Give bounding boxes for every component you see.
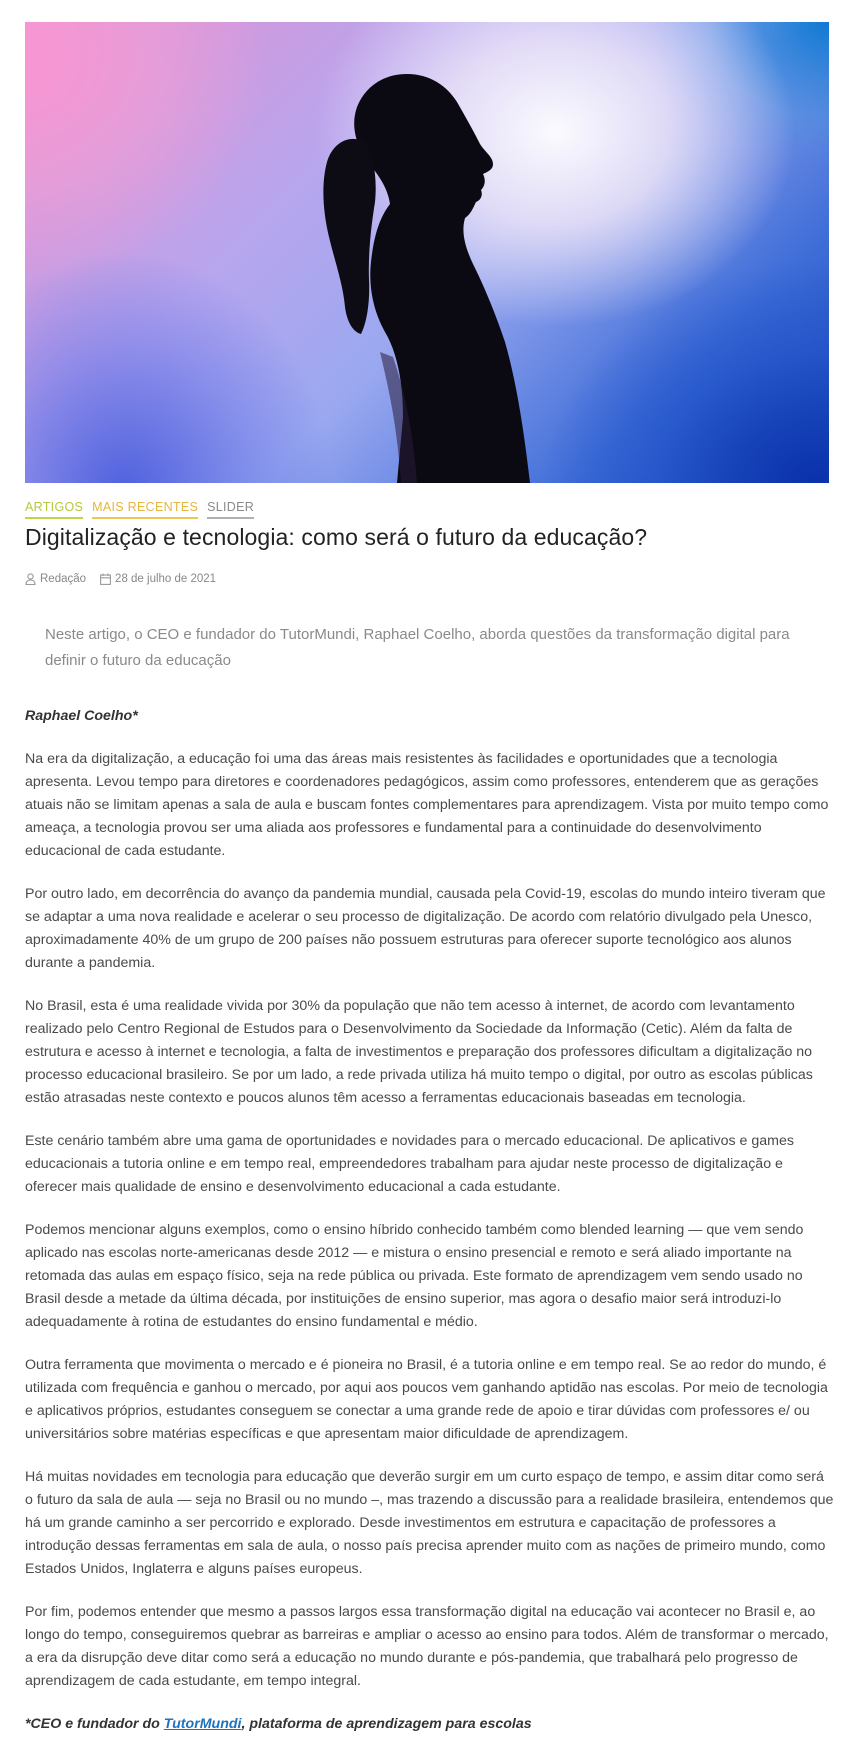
article-paragraph: Outra ferramenta que movimenta o mercado e é pioneira no Brasil, é a tutoria online e em tempo real. Se ao redor do mundo, é utilizada com frequência e ganhou o mercado, por aqui aos poucos vem ganhando aptidão nas escolas. Por meio de tecnologia e aplicativos próprios, estudantes conseguem se conectar a uma grande rede de apoio e tirar dúvidas com professores e/ ou universitários sobre matérias específicas e que apresentam maior dificuldade de aprendizagem. — [25, 1357, 828, 1442]
publish-date: 28 de julho de 2021 — [115, 573, 217, 585]
hero-image — [25, 22, 829, 483]
article-meta — [25, 573, 230, 585]
article-paragraph: Este cenário também abre uma gama de oportunidades e novidades para o mercado educacional. De aplicativos e games educacionais a tutoria online e em tempo real, empreendedores trabalham para ajudar neste processo de digitalização e oferecer mais qualidade de ensino e desenvolvimento educacional a cada estudante. — [25, 1133, 794, 1195]
date-meta — [100, 573, 216, 585]
article-paragraph: Podemos mencionar alguns exemplos, como o ensino híbrido conhecido também como blended learning — que vem sendo aplicado nas escolas norte-americanas desde 2012 — e mistura o ensino presencial e remoto e será aliado importante na retomada das aulas em espaço físico, seja na rede pública ou privada. Este formato de aprendizagem vem sendo usado no Brasil desde a metade da última década, por instituições de ensino superior, mas agora o desafio maior será introduzi-lo adequadamente à rotina de estudantes do ensino fundamental e médio. — [25, 1222, 804, 1330]
tutormundi-link[interactable]: TutorMundi — [163, 1716, 242, 1732]
calendar-icon — [100, 573, 111, 585]
footnote-prefix: *CEO e fundador do — [25, 1716, 164, 1732]
article-paragraph: Por outro lado, em decorrência do avanço da pandemia mundial, causada pela Covid-19, escolas do mundo inteiro tiveram que se adaptar a uma nova realidade e acelerar o seu processo de digitalização. De acordo com relatório divulgado pela Unesco, aproximadamente 40% de um grupo de 200 países não possuem estruturas para oferecer suporte tecnológico aos alunos durante a pandemia. — [25, 886, 826, 971]
category-tag-artigos[interactable]: ARTIGOS — [25, 500, 83, 519]
article-body — [25, 705, 835, 1756]
author-meta — [25, 573, 86, 585]
category-tag-slider[interactable]: SLIDER — [207, 500, 254, 519]
silhouette-illustration — [25, 22, 829, 483]
category-tag-mais-recentes[interactable]: MAIS RECENTES — [92, 500, 198, 519]
article-title: Digitalização e tecnologia: como será o futuro da educação? — [25, 524, 648, 550]
article-paragraph: Na era da digitalização, a educação foi uma das áreas mais resistentes às facilidades e oportunidades que a tecnologia apresenta. Levou tempo para diretores e coordenadores pedagógicos, assim como professores, entenderem que as gerações atuais não se limitam apenas a sala de aula e buscam fontes complementares para aprendizagem. Vista por muito tempo como ameaça, a tecnologia provou ser uma aliada aos professores e fundamental para a continuidade do desenvolvimento educacional de cada estudante. — [25, 751, 829, 859]
footnote-suffix: , plataforma de aprendizagem para escolas — [241, 1716, 532, 1732]
article-paragraph: Por fim, podemos entender que mesmo a passos largos essa transformação digital na educação vai acontecer no Brasil e, ao longo do tempo, conseguiremos quebrar as barreiras e ampliar o acesso ao ensino para todos. Além de transformar o mercado, a era da disrupção deve ditar como será a educação no mundo durante e pós-pandemia, que trabalhará pelo progresso de aprendizagem de cada estudante, em tempo integral. — [25, 1604, 829, 1689]
article-lede: Neste artigo, o CEO e fundador do TutorMundi, Raphael Coelho, aborda questões da transformação digital para definir o futuro da educação — [45, 626, 790, 669]
user-icon — [25, 573, 36, 585]
author-name[interactable]: Redação — [40, 573, 87, 585]
article-byline: Raphael Coelho* — [25, 708, 138, 724]
author-footnote — [25, 1713, 835, 1736]
category-tags — [25, 500, 254, 519]
article-paragraph: Há muitas novidades em tecnologia para educação que deverão surgir em um curto espaço de tempo, e assim ditar como será o futuro da sala de aula — seja no Brasil ou no mundo –, mas trazendo a discussão para a realidade brasileira, entendemos que há um grande caminho a ser percorrido e explorado. Desde investimentos em estrutura e capacitação de professores a introdução dessas ferramentas em sala de aula, o nosso país precisa aprender muito com as nações de primeiro mundo, como Estados Unidos, Inglaterra e alguns países europeus. — [25, 1469, 834, 1577]
article-paragraph: No Brasil, esta é uma realidade vivida por 30% da população que não tem acesso à internet, de acordo com levantamento realizado pelo Centro Regional de Estudos para o Desenvolvimento da Sociedade da Informação (Cetic). Além da falta de estrutura e acesso à internet e tecnologia, a falta de investimentos e preparação dos professores dificultam a digitalização no processo educacional brasileiro. Se por um lado, a rede privada utiliza há muito tempo o digital, por outro as escolas públicas estão atrasadas neste contexto e poucos alunos têm acesso a ferramentas educacionais baseadas em tecnologia. — [25, 998, 813, 1106]
